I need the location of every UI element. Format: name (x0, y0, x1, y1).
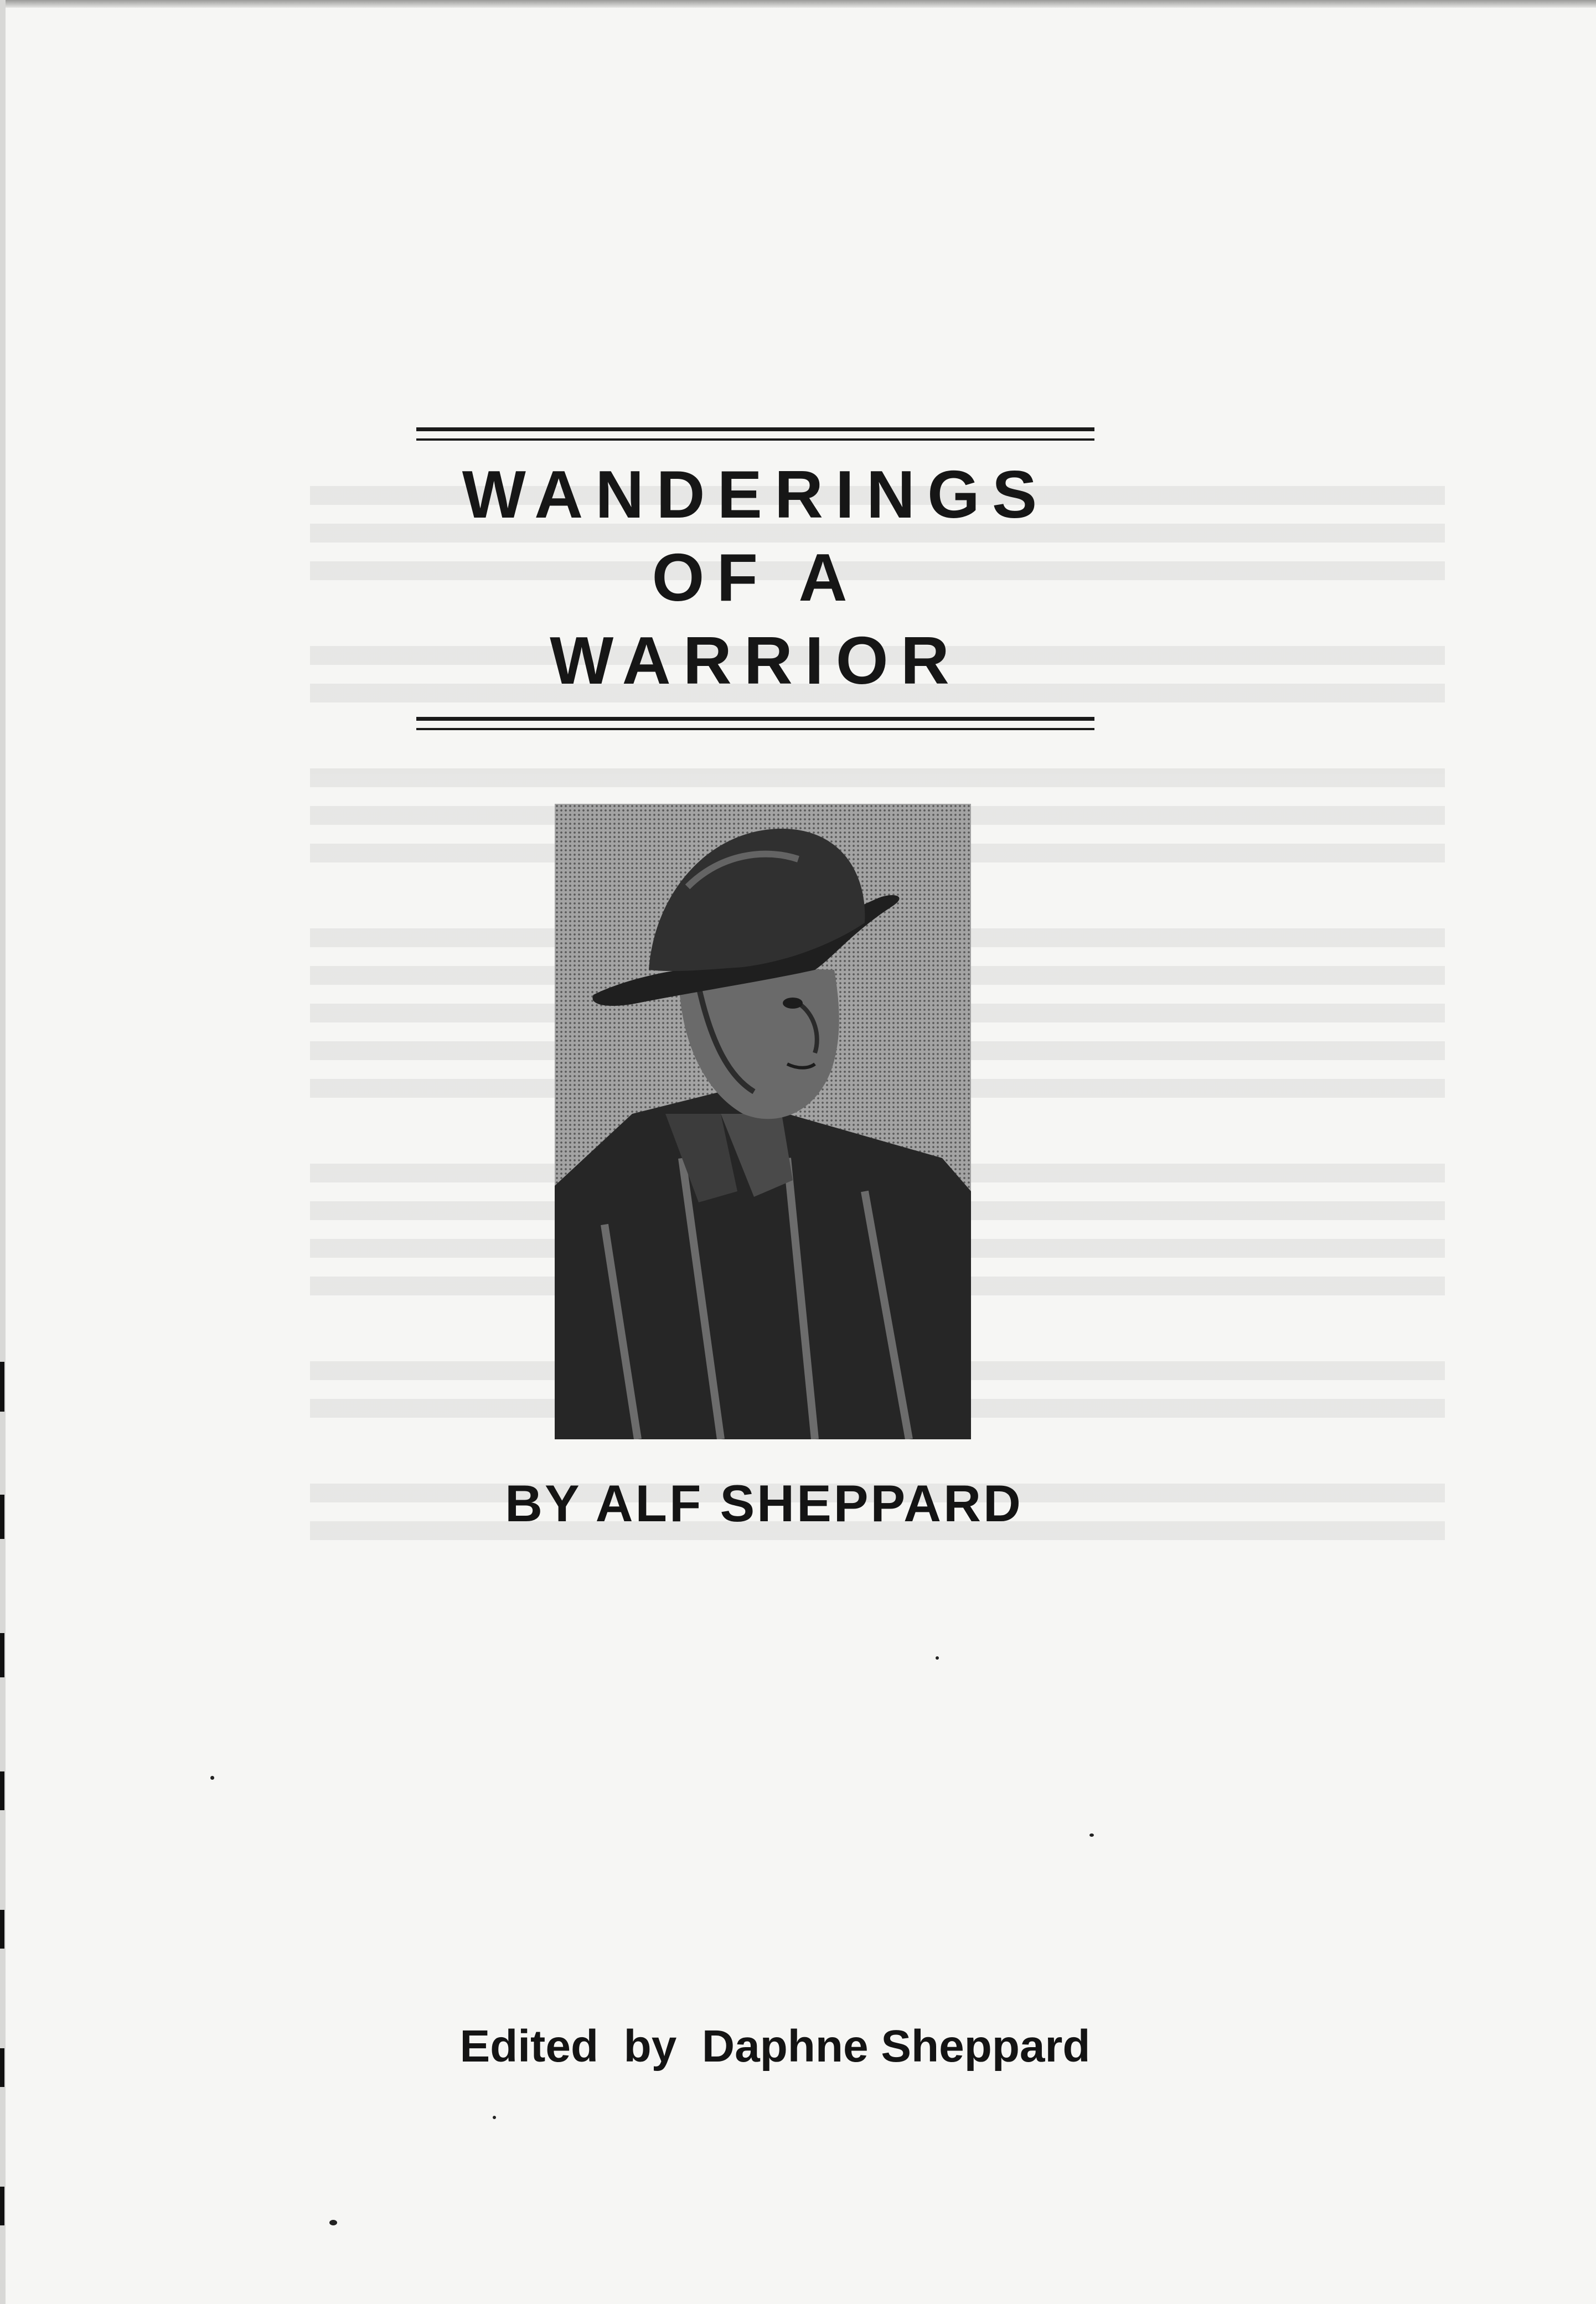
dust-speck (1089, 1833, 1094, 1837)
binding-mark (0, 2187, 4, 2225)
editor-credit: Edited by Daphne Sheppard (459, 2021, 1091, 2071)
scan-top-edge (0, 0, 1596, 8)
dust-speck (210, 1776, 214, 1780)
soldier-portrait-illustration (555, 804, 971, 1439)
binding-mark (0, 1771, 4, 1810)
dust-speck (936, 1656, 939, 1660)
soldier-portrait-photo (555, 804, 971, 1439)
dust-speck (329, 2220, 337, 2225)
binding-mark (0, 1362, 4, 1412)
author-byline: BY ALF SHEPPARD (505, 1474, 1023, 1532)
title-line-2: OF A (652, 540, 860, 615)
dust-speck (493, 2116, 496, 2119)
binding-mark (0, 2048, 4, 2087)
scan-left-edge (0, 0, 6, 2304)
title-bottom-rule (416, 717, 1094, 730)
title-line-3: WARRIOR (550, 623, 962, 698)
title-top-rule (416, 427, 1094, 441)
show-through-heading (310, 310, 1445, 348)
title-line-1: WANDERINGS (462, 457, 1050, 532)
binding-mark (0, 1495, 4, 1539)
binding-mark (0, 1633, 4, 1677)
binding-mark (0, 1910, 4, 1949)
